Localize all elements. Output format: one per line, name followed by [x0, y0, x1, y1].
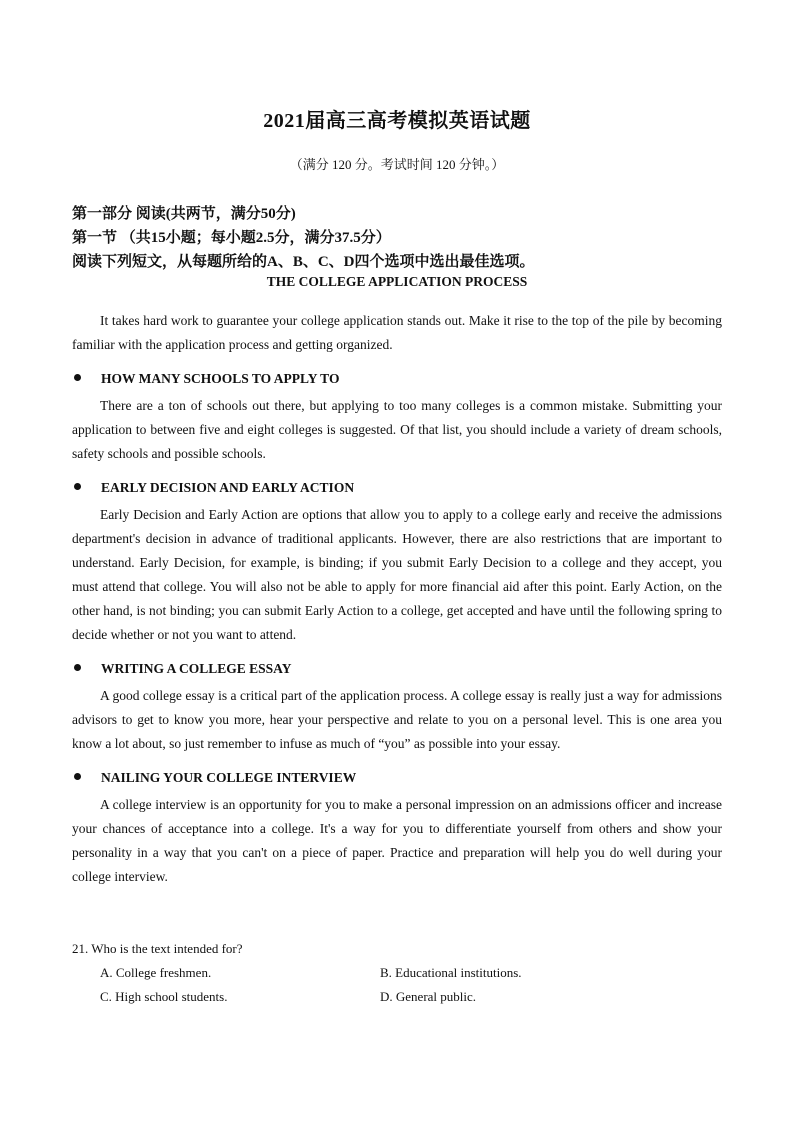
page-title: 2021届高三高考模拟英语试题 [263, 110, 531, 132]
question-stem: 21. Who is the text intended for? [72, 941, 243, 956]
section-heading-text: HOW MANY SCHOOLS TO APPLY TO [101, 371, 340, 386]
bullet-icon [74, 664, 81, 671]
directions: 阅读下列短文，从每题所给的A、B、C、D四个选项中选出最佳选项。 [72, 254, 535, 270]
option-b: B. Educational institutions. [380, 965, 522, 980]
section-heading: 第一节 （共15小题；每小题2.5分，满分37.5分） [72, 230, 391, 246]
section-body: A college interview is an opportunity for you to make a personal impression on an admissions officer and increase your chances of acceptance into a college. It's a way for you to differentiate yourself from others and show your personality in a way that you can't on a piece of paper. Practice and preparation will help you do well during your college interview. [72, 797, 722, 884]
section-heading-text: EARLY DECISION AND EARLY ACTION [101, 480, 355, 495]
option-c: C. High school students. [100, 989, 228, 1004]
section-heading-text: NAILING YOUR COLLEGE INTERVIEW [101, 770, 357, 785]
bullet-icon [74, 483, 81, 490]
section-body: Early Decision and Early Action are options that allow you to apply to a college early and receive the admissions department's decision in advance of traditional applicants. However, there are also restrictions that are important to understand. Early Decision, for example, is binding; if you submit Early Decision to a college and they accept, you must attend that college. You will also not be able to apply for more financial aid after this point. Early Action, on the other hand, is not binding; you can submit Early Action to a college, get accepted and have until the following spring to decide whether or not you want to attend. [72, 507, 722, 642]
section-heading-text: WRITING A COLLEGE ESSAY [101, 661, 292, 676]
passage-title: THE COLLEGE APPLICATION PROCESS [266, 274, 528, 289]
section-body: A good college essay is a critical part of the application process. A college essay is really just a way for admissions advisors to get to know you more, hear your perspective and relate to you on a personal level. This is one area you know a lot about, so just remember to infuse as much of “you” as possible into your essay. [72, 688, 722, 751]
section-heading-row [72, 371, 339, 387]
bullet-icon [74, 374, 81, 381]
exam-info: （满分 120 分。考试时间 120 分钟。） [289, 157, 505, 172]
section-body: There are a ton of schools out there, but applying to too many colleges is a common mistake. Submitting your application to between five and eight colleges is suggested. Of that list, you should include a variety of dream schools, safety schools and possible schools. [72, 398, 722, 461]
bullet-icon [74, 773, 81, 780]
section-heading-row [72, 770, 356, 786]
option-d: D. General public. [380, 989, 477, 1004]
section-heading-row [72, 480, 354, 496]
part-heading: 第一部分 阅读(共两节，满分50分) [72, 206, 296, 222]
option-a: A. College freshmen. [100, 965, 212, 980]
section-heading-row [72, 661, 291, 677]
passage-intro: It takes hard work to guarantee your college application stands out. Make it rise to the top of the pile by becoming familiar with the application process and getting organized. [72, 313, 722, 352]
